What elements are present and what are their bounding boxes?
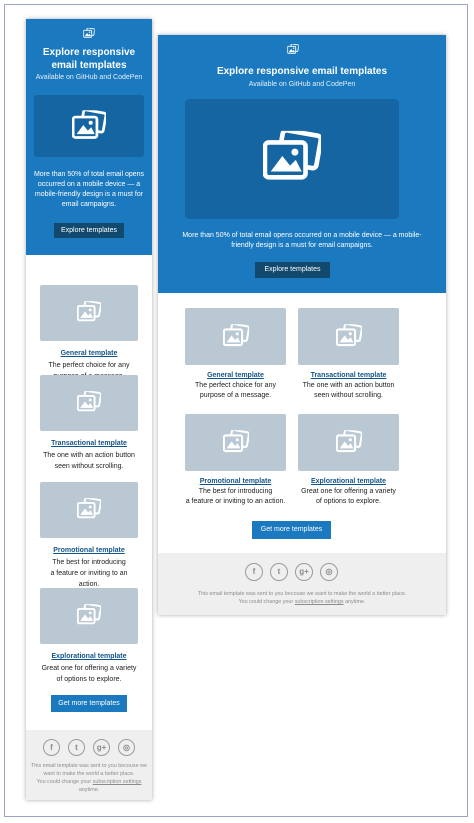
template-card-general: [185, 308, 286, 401]
template-description: The one with an action button seen without scrolling.: [302, 382, 395, 399]
hero-body: More than 50% of total email opens occurred on a mobile device — a mobile-friendly design is a must for email campaigns.: [33, 171, 145, 208]
hero-image: [34, 95, 144, 157]
template-description: The perfect choice for any purpose of a message.: [195, 382, 276, 399]
template-card-explorational: [40, 588, 138, 685]
hero-title: Explore responsive email templates: [42, 47, 136, 71]
template-image: [185, 308, 286, 365]
footer-text: This email template was sent to you becouse we want to make the world a better place. You could change your subscription settings anytime.: [197, 591, 407, 605]
template-description: The best for introducing a feature or inviting to an action.: [185, 488, 286, 505]
template-card-transactional: [40, 375, 138, 472]
footer: [26, 730, 152, 800]
template-description: Great one for offering a variety of options to explore.: [301, 488, 396, 505]
image-icon: [287, 44, 299, 54]
facebook-icon[interactable]: f: [43, 739, 60, 756]
template-description: The best for introducing a feature or inviting to an action.: [50, 559, 128, 588]
image-icon: [77, 391, 101, 412]
template-link[interactable]: Explorational template: [51, 653, 127, 660]
template-description: The perfect choice for any: [48, 362, 130, 369]
mobile-email-preview: [26, 19, 152, 800]
twitter-icon[interactable]: t: [68, 739, 85, 756]
instagram-icon[interactable]: ◎: [320, 563, 338, 581]
hero-section: [26, 19, 152, 255]
template-link[interactable]: Transactional template: [51, 440, 127, 447]
image-icon: [263, 130, 321, 182]
subscription-settings-link[interactable]: subscription settings: [294, 599, 344, 605]
hero-section: [158, 35, 446, 293]
template-link[interactable]: General template: [207, 372, 264, 379]
template-image: [40, 285, 138, 341]
facebook-icon[interactable]: f: [245, 563, 263, 581]
explore-templates-button[interactable]: Explore templates: [255, 262, 330, 278]
image-icon: [83, 28, 95, 38]
image-icon: [77, 604, 101, 625]
template-card-general: [40, 285, 138, 382]
template-image: [40, 482, 138, 538]
template-description: Great one for offering a variety of options to explore.: [41, 665, 137, 683]
image-icon: [336, 430, 362, 453]
hero-image: [185, 99, 399, 219]
template-description: The one with an action button seen without scrolling.: [43, 452, 135, 470]
explore-templates-button[interactable]: Explore templates: [54, 223, 124, 238]
desktop-email-preview: [158, 35, 446, 615]
template-card-explorational: [298, 414, 399, 507]
image-icon: [223, 324, 249, 347]
template-link[interactable]: General template: [60, 350, 118, 357]
subscription-settings-link[interactable]: subscription settings: [92, 779, 142, 785]
google-plus-icon[interactable]: g+: [295, 563, 313, 581]
hero-title: Explore responsive email templates: [216, 66, 388, 77]
hero-subtitle: Available on GitHub and CodePen: [248, 81, 356, 88]
footer-text: This email template was sent to you becouse we want to make the world a better place. You could change your subscription settings anytime.: [31, 763, 147, 793]
template-link[interactable]: Promotional template: [53, 547, 125, 554]
get-more-templates-button[interactable]: Get more templates: [51, 695, 127, 712]
template-image: [40, 588, 138, 644]
image-icon: [72, 110, 106, 140]
instagram-icon[interactable]: ◎: [118, 739, 135, 756]
template-image: [185, 414, 286, 471]
image-icon: [77, 301, 101, 322]
template-link[interactable]: Transactional template: [310, 372, 387, 379]
template-image: [298, 414, 399, 471]
template-card-promotional: [185, 414, 286, 507]
get-more-templates-button[interactable]: Get more templates: [252, 521, 331, 539]
template-link[interactable]: Promotional template: [199, 478, 272, 485]
footer: [158, 553, 446, 615]
image-icon: [336, 324, 362, 347]
hero-subtitle: Available on GitHub and CodePen: [35, 74, 143, 81]
template-card-promotional: [40, 482, 138, 590]
template-card-transactional: [298, 308, 399, 401]
template-image: [298, 308, 399, 365]
template-image: [40, 375, 138, 431]
google-plus-icon[interactable]: g+: [93, 739, 110, 756]
image-icon: [77, 498, 101, 519]
template-link[interactable]: Explorational template: [310, 478, 387, 485]
image-icon: [223, 430, 249, 453]
hero-body: More than 50% of total email opens occurred on a mobile device — a mobile-friendly design is a must for email campaigns.: [182, 232, 422, 249]
twitter-icon[interactable]: t: [270, 563, 288, 581]
